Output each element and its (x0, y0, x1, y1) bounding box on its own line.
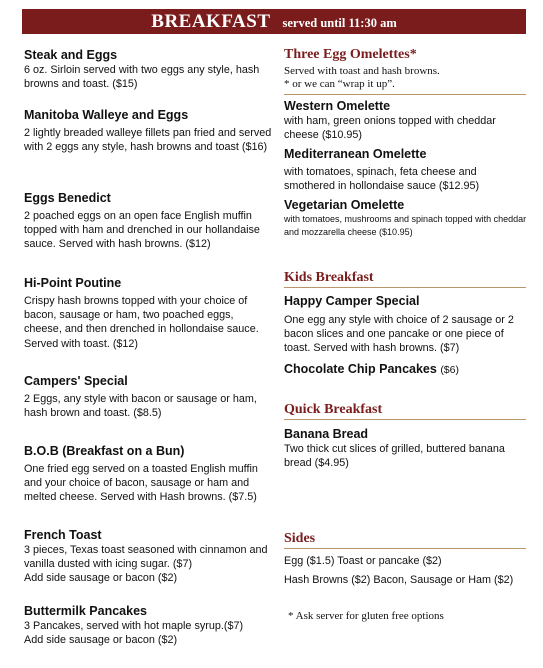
item-description: One fried egg served on a toasted English muffin and your choice of bacon, sausage or ham and melted cheese. Served with Hash browns. ($7.5) (24, 463, 258, 504)
item-price: ($6) (440, 364, 459, 376)
omelette-note-2: * or we can “wrap it up”. (284, 78, 395, 90)
item-description: 2 lightly breaded walleye fillets pan fried and served with 2 eggs any style, hash browns and toast ($16) (24, 127, 272, 154)
item-name: Western Omelette (284, 99, 391, 113)
menu-item (284, 361, 528, 378)
sides-line-2: Hash Browns ($2) Bacon, Sausage or Ham ($2) (284, 574, 514, 587)
item-name: Mediterranean Omelette (284, 147, 427, 161)
item-name: Eggs Benedict (24, 191, 111, 205)
item-description: 2 poached eggs on an open face English muffin topped with ham and drenched in our hollandaise sauce. Served with hash browns. ($12) (24, 210, 260, 251)
menu-item (284, 197, 528, 238)
menu-item (284, 293, 528, 356)
item-description: with ham, green onions topped with cheddar cheese ($10.95) (284, 115, 496, 142)
item-name: Manitoba Walleye and Eggs (24, 108, 189, 122)
item-name: B.O.B (Breakfast on a Bun) (24, 444, 185, 458)
item-name: Vegetarian Omelette (284, 198, 405, 212)
item-description: 6 oz. Sirloin served with two eggs any style, hash browns and toast. ($15) (24, 64, 260, 91)
menu-item (24, 190, 274, 252)
menu-item (24, 47, 274, 91)
menu-item (284, 146, 528, 193)
item-name: Buttermilk Pancakes (24, 604, 147, 618)
item-description: One egg any style with choice of 2 sausage or 2 bacon slices and one pancake or one piece of toast. Served with hash browns. ($7) (284, 314, 514, 355)
item-name: Banana Bread (284, 427, 369, 441)
section-divider (284, 94, 526, 95)
sides-list (284, 554, 528, 587)
menu-banner (22, 9, 526, 34)
item-addon: Add side sausage or bacon ($2) (24, 572, 178, 585)
menu-item (24, 443, 274, 505)
menu-item (24, 603, 274, 647)
item-name: Steak and Eggs (24, 48, 118, 62)
item-description: 3 Pancakes, served with hot maple syrup.($7) (24, 620, 244, 632)
section-title-quick: Quick Breakfast (284, 402, 526, 420)
item-name (284, 361, 528, 378)
item-name: Hi-Point Poutine (24, 276, 122, 290)
item-name-text: Chocolate Chip Pancakes (284, 362, 437, 376)
item-name: Campers' Special (24, 374, 128, 388)
menu-subtitle: served until 11:30 am (282, 16, 397, 30)
menu-item (284, 426, 528, 470)
menu-item (24, 527, 274, 586)
item-addon: Add side sausage or bacon ($2) (24, 634, 178, 647)
item-name: French Toast (24, 528, 102, 542)
item-description: with tomatoes, spinach, feta cheese and smothered in hollondaise sauce ($12.95) (284, 166, 480, 193)
menu-item (24, 107, 274, 154)
menu-title: BREAKFAST (151, 11, 271, 32)
section-title-omelettes: Three Egg Omelettes* (284, 47, 417, 62)
item-name: Happy Camper Special (284, 294, 420, 308)
menu-item (24, 373, 274, 420)
omelette-note-1: Served with toast and hash browns. (284, 65, 440, 77)
item-description: 2 Eggs, any style with bacon or sausage or ham, hash brown and toast. ($8.5) (24, 393, 257, 420)
item-description: with tomatoes, mushrooms and spinach topped with cheddar and mozzarella cheese ($10.95) (284, 214, 527, 237)
item-description: Two thick cut slices of grilled, buttered banana bread ($4.95) (284, 443, 505, 470)
menu-item (24, 275, 274, 351)
item-description: 3 pieces, Texas toast seasoned with cinnamon and vanilla dusted with icing sugar. ($7) (24, 544, 268, 571)
section-title-kids: Kids Breakfast (284, 270, 526, 288)
section-title-sides: Sides (284, 531, 526, 549)
gluten-free-note: * Ask server for gluten free options (288, 610, 444, 622)
section-note (284, 65, 528, 91)
menu-item (284, 98, 528, 142)
item-description: Crispy hash browns topped with your choice of bacon, sausage or ham, two poached eggs, cheese, and then drenched in hollondaise sauce. Served with toast. ($12) (24, 295, 259, 350)
sides-line-1: Egg ($1.5) Toast or pancake ($2) (284, 555, 442, 567)
